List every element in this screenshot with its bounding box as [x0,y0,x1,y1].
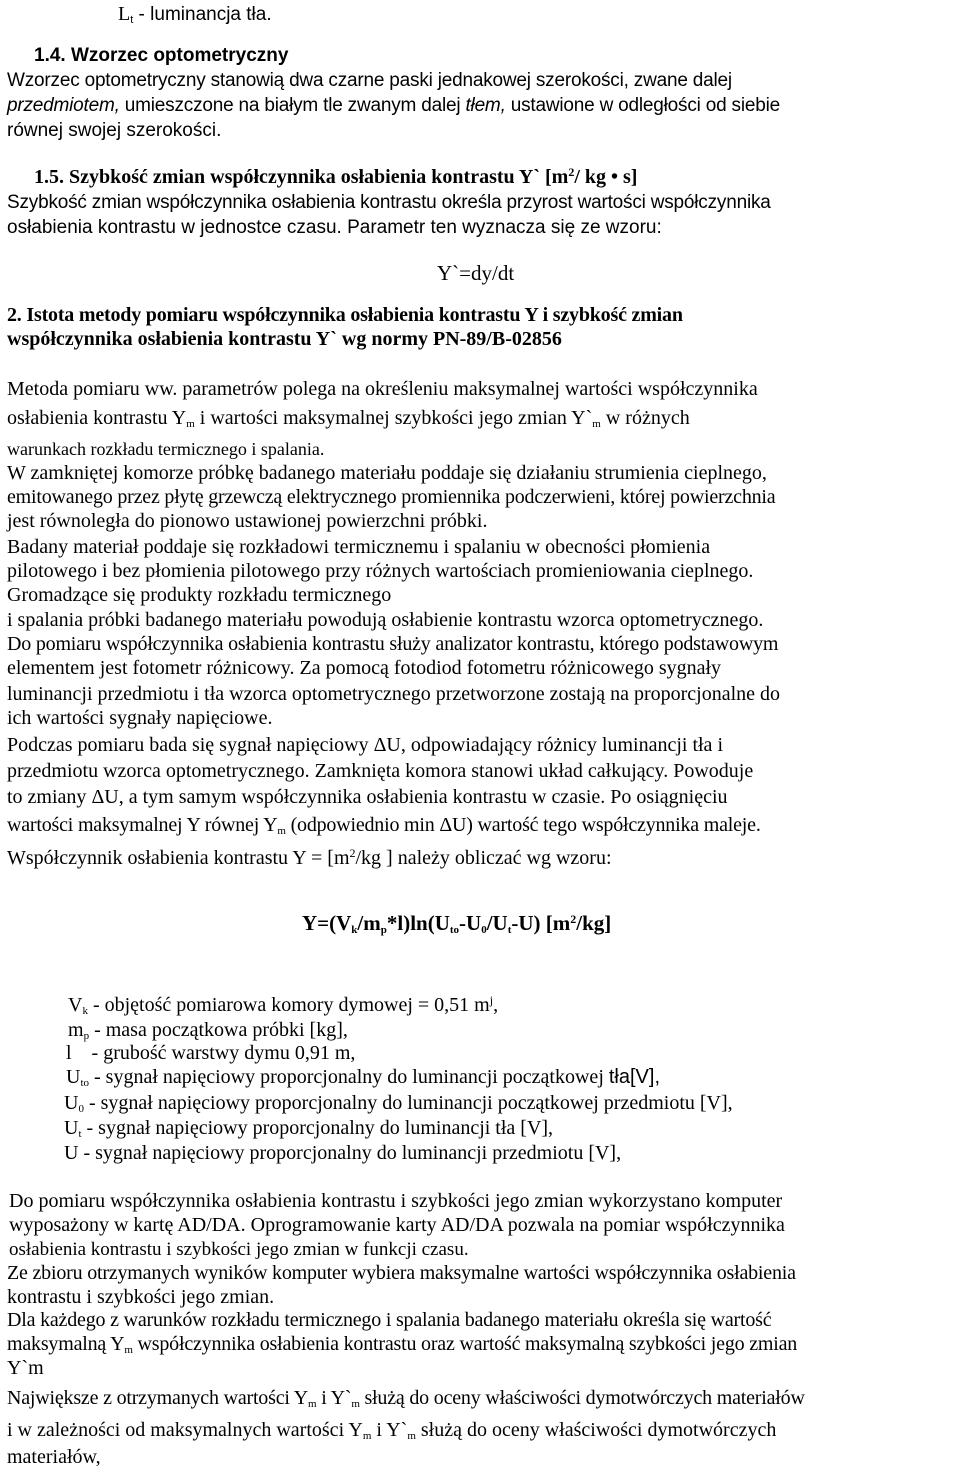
luminance-definition [118,4,272,24]
text: ustawione w odległości od siebie [505,95,781,116]
section-1-4-line [7,96,780,115]
section-1-5-line: Szybkość zmian współczynnika osłabienia kontrastu określa przyrost wartości współczynnika [7,192,771,213]
body-line [7,815,761,835]
body-line [7,787,728,807]
symbol: m [68,1019,84,1041]
formula-part: -U) [m [511,911,571,935]
body-line: Metoda pomiaru ww. parametrów polega na określeniu maksymalnej wartości współczynnika [7,378,758,400]
subscript: m [592,418,601,430]
definition-line [64,1093,733,1113]
text: współczynnika osłabienia kontrastu oraz wartość maksymalną szybkości jego zmian [132,1333,798,1355]
subscript: t [507,924,512,936]
subscript: p [380,924,387,936]
text: osłabienia kontrastu Y [7,407,187,429]
subscript: m [407,1430,416,1442]
subscript: m [124,1344,133,1356]
section-2-heading: współczynnika osłabienia kontrastu Y` wg normy PN-89/B-02856 [7,328,562,350]
subscript: m [308,1398,317,1410]
body-line: i spalania próbki badanego materiału powodują osłabienie kontrastu wzorca optometrycznego. [7,609,764,631]
text: umieszczone na białym tle zwanym dalej [119,95,466,116]
superscript: 2 [570,912,577,926]
closing-line: kontrastu i szybkości jego zmian. [7,1286,275,1308]
section-1-4-heading: 1.4. Wzorzec optometryczny [34,45,289,66]
formula-part: /U [486,911,508,935]
superscript: 2 [349,846,356,860]
definition-line: l - grubość warstwy dymu 0,91 m, [66,1042,356,1064]
heading-text: 1.5. Szybkość zmian współczynnika osłabienia kontrastu Y` [m [34,166,569,188]
delta-u: ΔU [439,814,467,836]
formula-part: -U [459,911,482,935]
body-line: Badany materiał poddaje się rozkładowi termicznemu i spalaniu w obecności płomienia [7,536,711,558]
text: i Y` [371,1419,408,1441]
subscript: t [78,1128,82,1140]
text: wartości maksymalnej Y równej Y [7,814,278,836]
body-line: elementem jest fotometr różnicowy. Za pomocą fotodiod fotometru różnicowego sygnały [7,657,722,679]
subscript: m [362,1430,372,1442]
closing-line [7,1420,776,1440]
section-1-5-line: osłabienia kontrastu w jednostce czasu. Parametr ten wyznacza się ze wzoru: [7,217,662,238]
formula-dy-dt: Y`=dy/dt [437,261,515,285]
definition-line [68,995,498,1015]
subscript: p [83,1030,90,1042]
formula-part: Y=(V [302,911,352,935]
text: , odpowiadający różnicy luminancji tła i [400,734,723,756]
text: /kg ] należy obliczać wg wzoru: [355,847,612,869]
closing-line: osłabienia kontrastu i szybkości jego zmian w funkcji czasu. [9,1239,469,1260]
heading-text: / kg • s] [574,166,638,188]
body-line: luminancji przedmiotu i tła wzorca optometrycznego przetworzone zostają na proporcjonalne do [7,683,781,705]
section-1-4-line: równej swojej szerokości. [7,120,222,141]
term-tlo: tłem, [465,95,506,116]
text: służą do oceny właściwości dymotwórczych [415,1419,777,1441]
closing-line: Ze zbioru otrzymanych wyników komputer wybiera maksymalne wartości współczynnika osłabienia [7,1262,796,1284]
text: (odpowiednio min [285,814,440,836]
delta-u: ΔU [373,734,401,756]
body-line: W zamkniętej komorze próbkę badanego materiału poddaje się działaniu strumienia cieplnego, [7,462,767,484]
body-line: warunkach rozkładu termicznego i spalania. [7,439,325,459]
delta-u: ΔU [91,786,119,808]
closing-line: Do pomiaru współczynnika osłabienia kontrastu i szybkości jego zmian wykorzystano komputer [9,1190,783,1212]
text: i wartości maksymalnej szybkości jego zmian Y` [194,407,593,429]
definition-line [64,1118,553,1138]
text: - sygnał napięciowy proporcjonalny do luminancji tła [V], [81,1117,554,1139]
formula-part: *l)ln(U [386,911,450,935]
superscript: 2 [568,165,575,179]
formula-part: /kg] [576,911,612,935]
closing-line: materiałów, [7,1446,101,1468]
closing-line: Dla każdego z warunków rozkładu termicznego i spalania badanego materiału określa się wartość [7,1309,772,1331]
text: służą do oceny właściwości dymotwórczych materiałów [359,1387,805,1409]
symbol: V [68,994,83,1016]
symbol: U [66,1066,81,1088]
text: , a tym samym współczynnika osłabienia kontrastu w czasie. Po osiągnięciu [118,786,728,808]
text: - sygnał napięciowy proporcjonalny do luminancji początkowej przedmiotu [V], [83,1092,733,1114]
superscript: j [489,993,494,1007]
definition-text: - luminancja tła. [133,4,272,25]
text: - sygnał napięciowy proporcjonalny do luminancji początkowej [89,1066,609,1088]
formula-part: /m [357,911,381,935]
closing-line [7,1388,805,1408]
symbol: U [64,1092,79,1114]
body-line: Gromadzące się produkty rozkładu termicznego [7,584,392,606]
subscript: m [351,1398,360,1410]
subscript: m [277,825,286,837]
closing-line [7,1334,797,1354]
main-formula [302,913,611,934]
text: , [493,994,499,1016]
section-2-heading: 2. Istota metody pomiaru współczynnika osłabienia kontrastu Y i szybkość zmian [7,304,683,326]
text: - objętość pomiarowa komory dymowej = 0,51 m [87,994,490,1016]
body-line: emitowanego przez płytę grzewczą elektrycznego promiennika podczerwieni, której powierzchnia [7,486,776,508]
body-line: przedmiotu wzorca optometrycznego. Zamknięta komora stanowi układ całkujący. Powoduje [7,760,754,782]
text: w różnych [600,407,690,429]
subscript: m [186,418,195,430]
definition-line [66,1067,660,1087]
closing-line: Y`m [7,1357,44,1379]
text: - masa początkowa próbki [kg], [89,1019,348,1041]
body-line: ich wartości sygnały napięciowe. [7,707,273,729]
term-przedmiot: przedmiotem, [7,95,120,116]
definition-line: U - sygnał napięciowy proporcjonalny do luminancji przedmiotu [V], [64,1142,622,1164]
closing-line: wyposażony w kartę AD/DA. Oprogramowanie karty AD/DA pozwala na pomiar współczynnika [9,1214,785,1236]
text: to zmiany [7,786,92,808]
section-1-4-line: Wzorzec optometryczny stanowią dwa czarne paski jednakowej szerokości, zwane dalej [7,70,732,91]
subscript: k [82,1005,88,1017]
body-line: Do pomiaru współczynnika osłabienia kontrastu służy analizator kontrastu, którego podstawowym [7,633,779,655]
subscript: 0 [481,924,487,936]
text: Współczynnik osłabienia kontrastu Y = [m [7,847,350,869]
body-line [7,735,723,755]
subscript-t: t [130,14,134,26]
text: ) wartość tego współczynnika maleje. [466,814,761,836]
body-line: pilotowego i bez płomienia pilotowego przy różnych wartościach promieniowania cieplnego. [7,560,754,582]
symbol-L: L [118,3,131,25]
subscript: to [449,924,460,936]
body-line: jest równoległa do pionowo ustawionej powierzchni próbki. [7,510,488,532]
subscript: 0 [78,1103,84,1115]
text: i w zależności od maksymalnych wartości Y [7,1419,363,1441]
body-line [7,408,690,428]
definition-line [68,1020,348,1040]
text: Największe z otrzymanych wartości Y [7,1387,309,1409]
text: tła[V], [608,1066,661,1088]
body-line [7,848,612,868]
symbol: U [64,1117,79,1139]
text: maksymalną Y [7,1333,125,1355]
subscript: to [80,1077,90,1089]
section-1-5-heading [34,167,637,187]
text: i Y` [316,1387,352,1409]
text: Podczas pomiaru bada się sygnał napięciowy [7,734,374,756]
subscript: k [351,924,358,936]
